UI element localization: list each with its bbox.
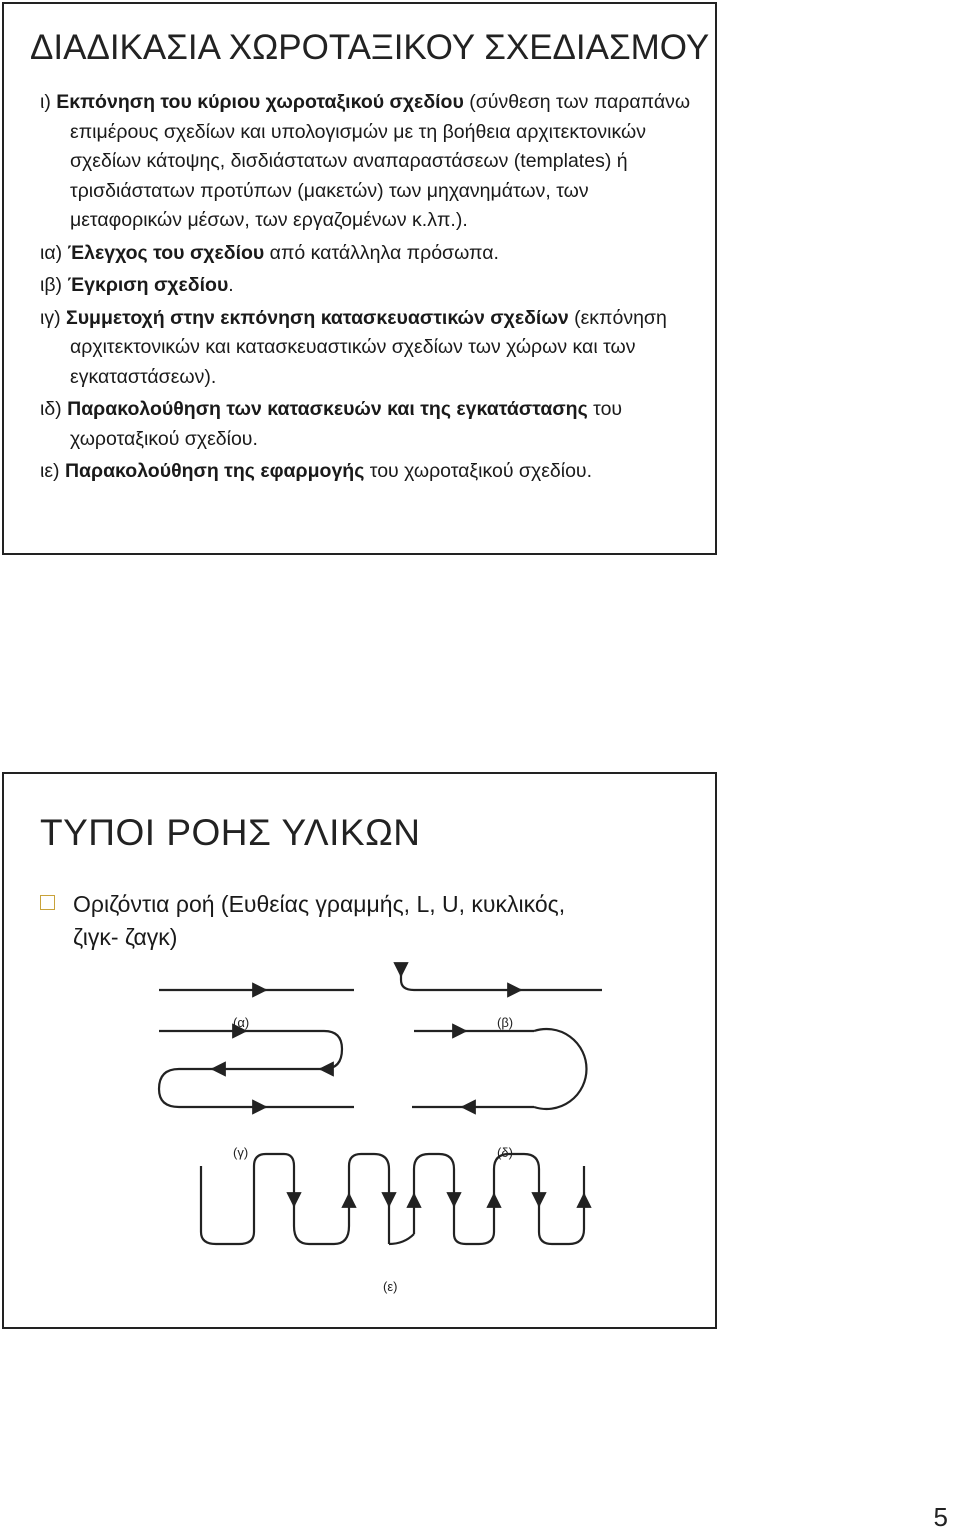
list-item xyxy=(40,395,700,454)
list-item xyxy=(40,88,700,236)
item-bold: Εκπόνηση του κύριου χωροταξικού σχεδίου xyxy=(56,91,464,113)
list-item xyxy=(40,457,700,487)
item-bold: Έγκριση σχεδίου xyxy=(67,274,229,296)
l-shape-flow xyxy=(401,964,602,990)
item-prefix: ιγ) xyxy=(40,306,66,329)
label-a: (α) xyxy=(233,1015,250,1030)
slide-procedure xyxy=(2,2,717,555)
item-bold: Συμμετοχή στην εκπόνηση κατασκευαστικών σχεδίων xyxy=(66,306,569,329)
zigzag-flow xyxy=(201,1154,584,1244)
circular-flow xyxy=(412,1029,586,1109)
item-prefix: ιδ) xyxy=(40,398,68,420)
item-rest: (σύνθεση των παραπάνω επιμέρους σχεδίων και υπολογισμών με τη βοήθεια αρχιτεκτονικών σχεδίων κάτοψης, δισδιάστατων αναπαραστάσεων (templates) ή τρισδιάστατων προτύπων (μακετών) των μηχανημάτων, των μεταφορικών μέσων, των εργαζομένων κ.λπ.). xyxy=(70,91,691,231)
label-b: (β) xyxy=(497,1015,514,1030)
slide-title: ΔΙΑΔΙΚΑΣΙΑ ΧΩΡΟΤΑΞΙΚΟΥ ΣΧΕΔΙΑΣΜΟΥ xyxy=(30,28,710,67)
item-rest: του χωροταξικού σχεδίου. xyxy=(70,398,623,450)
u-shape-flow xyxy=(159,1031,354,1107)
procedure-list xyxy=(40,88,700,490)
item-rest: . xyxy=(228,274,234,296)
label-d: (δ) xyxy=(497,1145,513,1160)
item-rest: από κατάλληλα πρόσωπα. xyxy=(264,241,499,264)
list-item xyxy=(40,304,700,393)
slide-flow-types xyxy=(2,772,717,1329)
page-number: 5 xyxy=(933,1502,948,1532)
item-prefix: ι) xyxy=(40,91,57,113)
label-g: (γ) xyxy=(233,1145,249,1160)
item-bold: Παρακολούθηση της εφαρμογής xyxy=(64,460,365,482)
item-bold: Έλεγχος του σχεδίου xyxy=(67,241,265,264)
bullet-text-line2: ζιγκ- ζαγκ) xyxy=(73,924,178,950)
bullet-text-line1: Οριζόντια ροή (Ευθείας γραμμής, L, U, κυκλικός, xyxy=(73,891,566,917)
item-prefix: ιβ) xyxy=(40,274,68,296)
list-item xyxy=(40,239,700,269)
slide-title: ΤΥΠΟΙ ΡΟΗΣ ΥΛΙΚΩΝ xyxy=(40,812,421,853)
item-prefix: ια) xyxy=(40,241,68,264)
flow-diagrams xyxy=(4,774,715,1327)
label-e: (ε) xyxy=(383,1279,398,1294)
list-item xyxy=(40,271,700,301)
item-rest: του χωροταξικού σχεδίου. xyxy=(364,460,593,482)
item-bold: Παρακολούθηση των κατασκευών και της εγκατάστασης xyxy=(67,398,588,420)
item-rest: (εκπόνηση αρχιτεκτονικών και κατασκευαστικών σχεδίων των χώρων και των εγκαταστάσεων). xyxy=(70,306,667,388)
item-prefix: ιε) xyxy=(40,460,65,482)
